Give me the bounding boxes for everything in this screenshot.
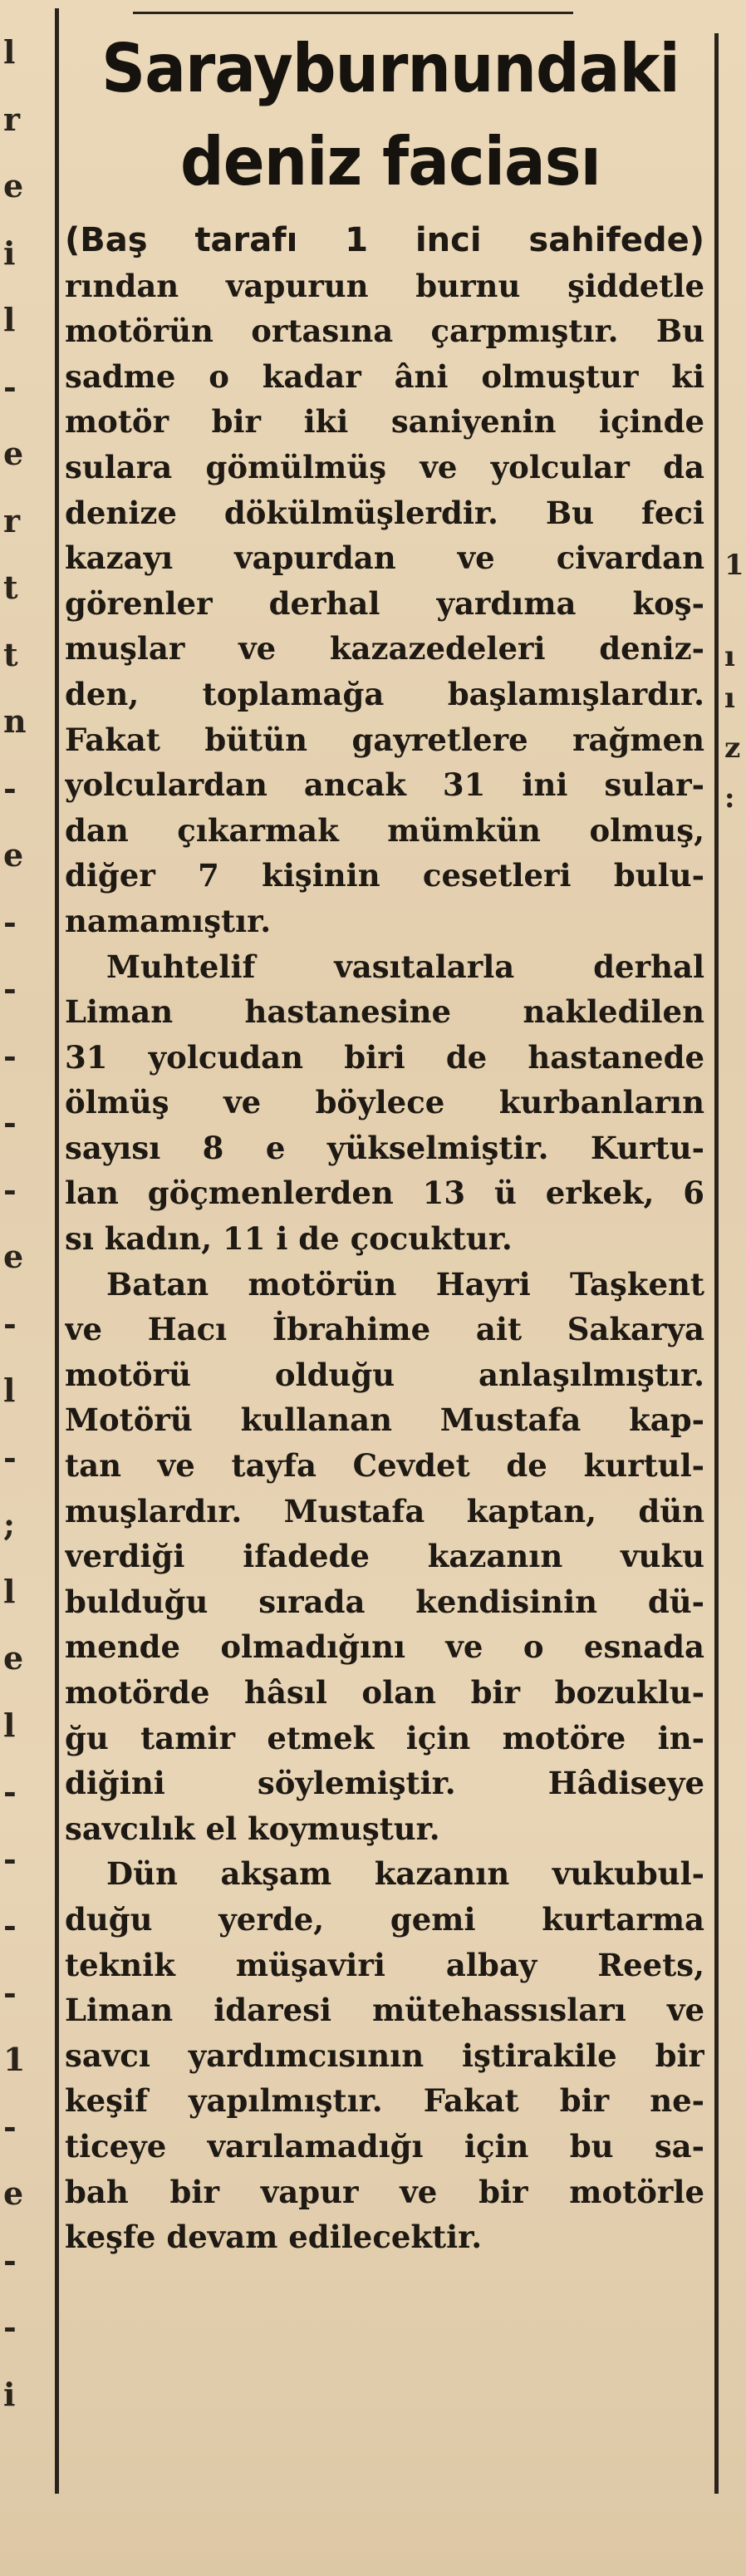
- margin-fragment: e: [3, 836, 24, 874]
- margin-fragment: 1: [3, 2041, 26, 2078]
- margin-fragment: -: [3, 1907, 17, 1944]
- article-line: Motörü kullanan Mustafa kap-: [65, 1401, 704, 1439]
- margin-fragment: l: [3, 301, 16, 338]
- margin-fragment: r: [3, 501, 21, 539]
- margin-fragment: ;: [3, 1505, 16, 1543]
- article-line: den, toplamağa başlamışlardır.: [65, 675, 704, 712]
- article-line: verdiği ifadede kazanın vuku: [65, 1538, 704, 1575]
- margin-fragment: l: [3, 1706, 16, 1744]
- margin-fragment: e: [3, 1639, 24, 1677]
- margin-fragment: -: [3, 903, 17, 941]
- article-line: motörü olduğu anlaşılmıştır.: [65, 1356, 704, 1393]
- article-line: Fakat bütün gayretlere rağmen: [65, 721, 704, 758]
- margin-fragment: -: [3, 1037, 17, 1075]
- margin-fragment: -: [3, 2308, 17, 2346]
- margin-fragment: -: [3, 1170, 17, 1209]
- margin-fragment: -: [3, 1973, 17, 2012]
- margin-fragment: -: [3, 367, 17, 406]
- column-rule-top: [133, 12, 573, 14]
- margin-fragment: t: [3, 635, 18, 673]
- article-line: bah bir vapur ve bir motörle: [65, 2173, 704, 2210]
- article-line: sulara gömülmüş ve yolcular da: [65, 448, 704, 485]
- article-line: diğini söylemiştir. Hâdiseye: [65, 1765, 704, 1802]
- article-line: görenler derhal yardıma koş-: [65, 584, 704, 622]
- article-line: rından vapurun burnu şiddetle: [65, 267, 704, 304]
- margin-fragment: -: [3, 769, 17, 807]
- margin-fragment: z: [724, 731, 741, 765]
- article-line: Muhtelif vasıtalarla derhal: [106, 948, 704, 985]
- margin-fragment: -: [3, 1773, 17, 1810]
- margin-fragment: -: [3, 970, 17, 1007]
- article-body: [65, 218, 704, 2260]
- article-line: Batan motörün Hayri Taşkent: [106, 1265, 704, 1303]
- margin-fragment: l: [3, 1572, 16, 1610]
- article-line: muşlar ve kazazedeleri deniz-: [65, 630, 704, 667]
- margin-fragment: e: [3, 1238, 24, 1275]
- article-line: Liman idaresi mütehassısları ve: [65, 1992, 704, 2029]
- margin-fragment: 1: [724, 549, 744, 582]
- article-line: ve Hacı İbrahime ait Sakarya: [65, 1311, 704, 1348]
- article-line: sadme o kadar âni olmuştur ki: [65, 357, 704, 395]
- margin-fragment: n: [3, 702, 27, 740]
- article-line: Liman hastanesine nakledilen: [65, 993, 704, 1031]
- article-line: muşlardır. Mustafa kaptan, dün: [65, 1492, 704, 1529]
- article-line: yolculardan ancak 31 ini sular-: [65, 766, 704, 804]
- article-line: keşfe devam edilecektir.: [65, 2219, 483, 2256]
- margin-fragment: -: [3, 1840, 17, 1878]
- article-line: diğer 7 kişinin cesetleri bulu-: [65, 857, 704, 894]
- headline-line-2: deniz faciası: [180, 123, 601, 200]
- article-line: teknik müşaviri albay Reets,: [65, 1946, 704, 1983]
- margin-fragment: e: [3, 167, 24, 204]
- article-line: savcılık el koymuştur.: [65, 1810, 440, 1847]
- article-line: 31 yolcudan biri de hastanede: [65, 1038, 704, 1076]
- article-line: kazayı vapurdan ve civardan: [65, 539, 704, 577]
- article-line: motörde hâsıl olan bir bozuklu-: [65, 1674, 704, 1711]
- article-line: ğu tamir etmek için motöre in-: [65, 1719, 704, 1756]
- margin-fragment: l: [3, 1372, 16, 1409]
- article-line: tan ve tayfa Cevdet de kurtul-: [65, 1447, 704, 1485]
- article-line: bulduğu sırada kendisinin dü-: [65, 1583, 704, 1620]
- margin-fragment: e: [3, 435, 24, 472]
- subhead: (Baş tarafı 1 inci sahifede): [65, 221, 704, 259]
- article-line: motör bir iki saniyenin içinde: [65, 403, 704, 441]
- margin-fragment: -: [3, 1438, 17, 1476]
- margin-fragment: i: [3, 234, 16, 272]
- margin-fragment: t: [3, 569, 18, 606]
- margin-fragment: -: [3, 1304, 17, 1342]
- margin-fragment: -: [3, 2241, 17, 2279]
- margin-fragment: :: [724, 781, 735, 815]
- article-line: denize dökülmüşlerdir. Bu feci: [65, 494, 704, 531]
- margin-fragment: i: [3, 2375, 16, 2413]
- margin-fragment: r: [3, 100, 21, 138]
- column-rule-left: [55, 8, 59, 2494]
- margin-fragment: e: [3, 2175, 24, 2212]
- article-line: sı kadın, 11 i de çocuktur.: [65, 1220, 513, 1258]
- column-rule-right: [714, 33, 719, 2494]
- article-line: lan göçmenlerden 13 ü erkek, 6: [65, 1175, 704, 1212]
- margin-fragment: ı: [724, 640, 735, 673]
- article-line: savcı yardımcısının iştirakile bir: [65, 2037, 704, 2074]
- article-line: dan çıkarmak mümkün olmuş,: [65, 811, 704, 849]
- headline-line-1: Sarayburnundaki: [101, 30, 680, 107]
- margin-fragment: ı: [724, 682, 735, 715]
- article-line: mende olmadığını ve o esnada: [65, 1628, 704, 1666]
- margin-fragment: l: [3, 33, 16, 71]
- article-line: sayısı 8 e yükselmiştir. Kurtu-: [65, 1129, 704, 1166]
- article-line: Dün akşam kazanın vukubul-: [106, 1855, 704, 1893]
- article-line: duğu yerde, gemi kurtarma: [65, 1900, 704, 1938]
- article-line: ticeye varılamadığı için bu sa-: [65, 2127, 704, 2165]
- article-line: ölmüş ve böylece kurbanların: [65, 1084, 704, 1121]
- margin-fragment: -: [3, 2107, 17, 2145]
- article-line: keşif yapılmıştır. Fakat bir ne-: [65, 2082, 704, 2120]
- article-line: motörün ortasına çarpmıştır. Bu: [65, 313, 704, 350]
- article-line: namamıştır.: [65, 902, 272, 939]
- left-margin-fragments: [0, 0, 52, 2576]
- margin-fragment: -: [3, 1104, 17, 1141]
